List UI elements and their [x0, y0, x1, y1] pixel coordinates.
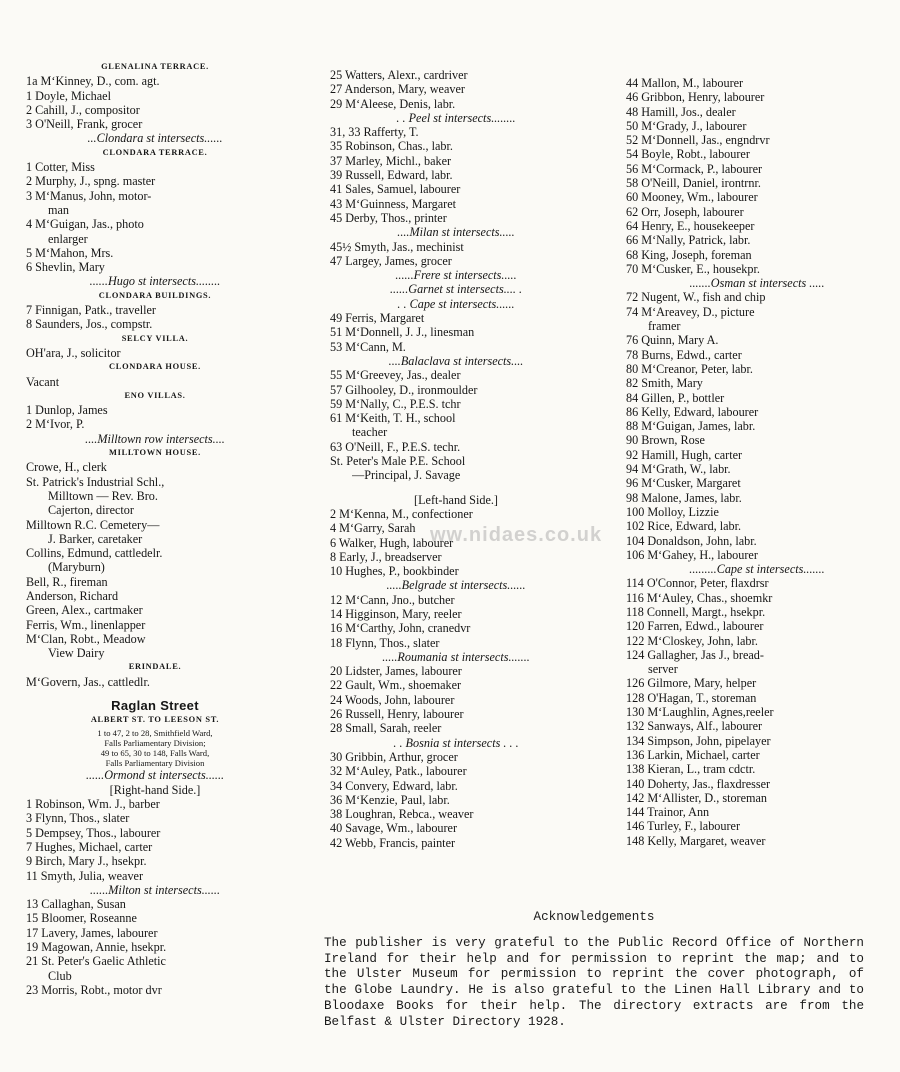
directory-entry: 28 Small, Sarah, reeler: [330, 721, 442, 736]
directory-entry: 5 Dempsey, Thos., labourer: [26, 825, 161, 840]
section-heading: MILLTOWN HOUSE.: [109, 448, 201, 458]
directory-entry: 51 M‘Donnell, J. J., linesman: [330, 325, 475, 340]
directory-entry: 2 Cahill, J., compositor: [26, 102, 140, 117]
directory-entry: 94 M‘Grath, W., labr.: [626, 462, 731, 477]
directory-entry: 6 Shevlin, Mary: [26, 260, 105, 275]
section-heading: ALBERT ST. TO LEESON ST.: [90, 715, 220, 725]
directory-entry: OH'ara, J., solicitor: [26, 345, 121, 360]
directory-entry: 70 M‘Cusker, E., housekpr.: [626, 261, 760, 276]
directory-entry: 57 Gilhooley, D., ironmoulder: [330, 382, 478, 397]
directory-entry: 24 Woods, John, labourer: [330, 692, 455, 707]
directory-entry: Green, Alex., cartmaker: [26, 603, 143, 618]
street-intersection: .....Belgrade st intersects......: [386, 578, 526, 593]
directory-entry: 34 Convery, Edward, labr.: [330, 778, 458, 793]
directory-entry: 116 M‘Auley, Chas., shoemkr: [626, 590, 773, 605]
entry-continuation: server: [648, 662, 678, 677]
directory-entry: 3 O'Neill, Frank, grocer: [26, 117, 143, 132]
directory-column-3: [626, 76, 888, 848]
directory-entry: 48 Hamill, Jos., dealer: [626, 104, 736, 119]
directory-entry: 17 Lavery, James, labourer: [26, 925, 158, 940]
directory-entry: 134 Simpson, John, pipelayer: [626, 733, 771, 748]
directory-entry: 104 Donaldson, John, labr.: [626, 533, 757, 548]
street-intersection: .........Cape st intersects.......: [689, 562, 825, 577]
entry-continuation: teacher: [352, 425, 388, 440]
directory-entry: 16 M‘Carthy, John, cranedvr: [330, 621, 471, 636]
directory-entry: 130 M‘Laughlin, Agnes,reeler: [626, 705, 774, 720]
directory-entry: M‘Clan, Robt., Meadow: [26, 631, 146, 646]
directory-entry: 49 Ferris, Margaret: [330, 311, 425, 326]
directory-entry: 63 O'Neill, F., P.E.S. techr.: [330, 439, 461, 454]
directory-entry: 148 Kelly, Margaret, weaver: [626, 833, 766, 848]
directory-entry: 1 Robinson, Wm. J., barber: [26, 797, 160, 812]
directory-entry: 88 M‘Guigan, James, labr.: [626, 419, 756, 434]
directory-entry: 14 Higginson, Mary, reeler: [330, 606, 462, 621]
directory-entry: 54 Boyle, Robt., labourer: [626, 147, 750, 162]
directory-entry: 39 Russell, Edward, labr.: [330, 168, 453, 183]
directory-entry: 37 Marley, Michl., baker: [330, 153, 452, 168]
entry-continuation: man: [48, 202, 69, 217]
watermark-text: ww.nidaes.co.uk: [430, 524, 603, 546]
directory-entry: Vacant: [26, 374, 60, 389]
section-heading: ENO VILLAS.: [124, 390, 186, 400]
street-intersection: . . Cape st intersects......: [397, 296, 515, 311]
street-intersection: . . Bosnia st intersects . . .: [393, 735, 519, 750]
directory-entry: 11 Smyth, Julia, weaver: [26, 868, 144, 883]
section-heading: CLONDARA TERRACE.: [102, 147, 208, 157]
directory-entry: Milltown R.C. Cemetery—: [26, 517, 160, 532]
directory-entry: 47 Largey, James, grocer: [330, 253, 452, 268]
directory-entry: 41 Sales, Samuel, labourer: [330, 182, 461, 197]
ward-info: Falls Parliamentary Division;: [104, 737, 206, 748]
entry-continuation: enlarger: [48, 231, 88, 246]
directory-entry: 10 Hughes, P., bookbinder: [330, 564, 459, 579]
directory-entry: 21 St. Peter's Gaelic Athletic: [26, 954, 166, 969]
directory-entry: St. Peter's Male P.E. School: [330, 454, 466, 469]
acknowledgements-body: The publisher is very grateful to the Public Record Office of Northern Ireland for their help and for permission to reprint the map; and to the Ulster Museum for permission to reprint the cover photograph, of the Globe Laundry. He is also grateful to the Linen Hall Library and to Bloodaxe Books for their help. The directory extracts are from the Belfast & Ulster Directory 1928.: [324, 935, 864, 1029]
directory-entry: 13 Callaghan, Susan: [26, 897, 126, 912]
directory-entry: 6 Walker, Hugh, labourer: [330, 535, 454, 550]
ward-info: 1 to 47, 2 to 28, Smithfield Ward,: [97, 727, 213, 738]
directory-entry: 140 Doherty, Jas., flaxdresser: [626, 776, 771, 791]
directory-entry: 45 Derby, Thos., printer: [330, 210, 447, 225]
directory-entry: 3 M‘Manus, John, motor-: [26, 188, 152, 203]
directory-entry: 9 Birch, Mary J., hsekpr.: [26, 854, 147, 869]
directory-entry: 142 M‘Allister, D., storeman: [626, 790, 768, 805]
directory-entry: 36 M‘Kenzie, Paul, labr.: [330, 792, 450, 807]
directory-entry: Anderson, Richard: [26, 588, 119, 603]
directory-entry: 100 Molloy, Lizzie: [626, 504, 719, 519]
street-intersection: .......Osman st intersects .....: [689, 276, 825, 291]
directory-entry: 25 Watters, Alexr., cardriver: [330, 68, 468, 82]
directory-entry: 31, 33 Rafferty, T.: [330, 125, 419, 140]
directory-entry: 136 Larkin, Michael, carter: [626, 747, 760, 762]
directory-entry: 61 M‘Keith, T. H., school: [330, 411, 456, 426]
street-intersection: ......Frere st intersects.....: [395, 268, 517, 283]
directory-entry: 60 Mooney, Wm., labourer: [626, 190, 758, 205]
directory-entry: Crowe, H., clerk: [26, 460, 107, 475]
directory-entry: 106 M‘Gahey, H., labourer: [626, 547, 758, 562]
ward-info: 49 to 65, 30 to 148, Falls Ward,: [100, 748, 210, 759]
directory-entry: 20 Lidster, James, labourer: [330, 664, 462, 679]
directory-entry: 76 Quinn, Mary A.: [626, 333, 719, 348]
directory-entry: 15 Bloomer, Roseanne: [26, 911, 137, 926]
directory-entry: 32 M‘Auley, Patk., labourer: [330, 764, 467, 779]
directory-entry: 62 Orr, Joseph, labourer: [626, 204, 744, 219]
side-heading: [Right-hand Side.]: [109, 782, 201, 797]
directory-entry: 7 Finnigan, Patk., traveller: [26, 303, 156, 318]
street-title: Raglan Street: [111, 699, 199, 714]
directory-entry: 114 O'Connor, Peter, flaxdrsr: [626, 576, 769, 591]
directory-entry: M‘Govern, Jas., cattledlr.: [26, 674, 150, 689]
directory-entry: 98 Malone, James, labr.: [626, 490, 742, 505]
directory-entry: 120 Farren, Edwd., labourer: [626, 619, 764, 634]
acknowledgements-title: Acknowledgements: [533, 910, 655, 924]
directory-entry: 46 Gribbon, Henry, labourer: [626, 90, 765, 105]
directory-entry: Collins, Edmund, cattledelr.: [26, 546, 163, 561]
directory-entry: 56 M‘Cormack, P., labourer: [626, 161, 763, 176]
directory-entry: 38 Loughran, Rebca., weaver: [330, 807, 474, 822]
side-heading: [Left-hand Side.]: [414, 492, 498, 507]
directory-entry: 1 Dunlop, James: [26, 403, 108, 418]
street-intersection: ....Milan st intersects.....: [397, 225, 515, 240]
street-intersection: ...Clondara st intersects......: [87, 131, 223, 146]
section-heading: CLONDARA HOUSE.: [109, 362, 201, 372]
directory-entry: St. Patrick's Industrial Schl.,: [26, 474, 165, 489]
entry-continuation: framer: [648, 319, 681, 334]
acknowledgements-section: [324, 910, 864, 1031]
entry-continuation: Cajerton, director: [48, 503, 134, 518]
directory-column-2: [330, 68, 582, 850]
directory-entry: 7 Hughes, Michael, carter: [26, 839, 153, 854]
directory-entry: 53 M‘Cann, M.: [330, 339, 406, 354]
street-intersection: .....Roumania st intersects.......: [382, 649, 530, 664]
directory-entry: 22 Gault, Wm., shoemaker: [330, 678, 462, 693]
directory-entry: 126 Gilmore, Mary, helper: [626, 676, 757, 691]
directory-entry: 132 Sanways, Alf., labourer: [626, 719, 763, 734]
directory-entry: 92 Hamill, Hugh, carter: [626, 447, 743, 462]
directory-entry: 1 Doyle, Michael: [26, 88, 111, 103]
directory-entry: 122 M‘Closkey, John, labr.: [626, 633, 758, 648]
section-heading: SELCY VILLA.: [121, 333, 189, 343]
directory-entry: 27 Anderson, Mary, weaver: [330, 82, 465, 97]
directory-entry: 35 Robinson, Chas., labr.: [330, 139, 453, 154]
street-intersection: . . Peel st intersects........: [396, 110, 516, 125]
directory-entry: 86 Kelly, Edward, labourer: [626, 404, 759, 419]
directory-entry: 1a M‘Kinney, D., com. agt.: [26, 74, 160, 89]
directory-entry: 1 Cotter, Miss: [26, 160, 95, 175]
street-intersection: ......Ormond st intersects......: [85, 768, 225, 783]
directory-entry: 96 M‘Cusker, Margaret: [626, 476, 741, 491]
directory-entry: 18 Flynn, Thos., slater: [330, 635, 440, 650]
directory-entry: 58 O'Neill, Daniel, irontrnr.: [626, 176, 761, 191]
directory-entry: 26 Russell, Henry, labourer: [330, 707, 464, 722]
street-intersection: ......Garnet st intersects.... .: [389, 282, 523, 297]
directory-entry: 74 M‘Areavey, D., picture: [626, 304, 755, 319]
directory-entry: 50 M‘Grady, J., labourer: [626, 118, 747, 133]
directory-entry: 72 Nugent, W., fish and chip: [626, 290, 766, 305]
directory-entry: 30 Gribbin, Arthur, grocer: [330, 749, 458, 764]
directory-entry: 12 M‘Cann, Jno., butcher: [330, 592, 455, 607]
section-heading: CLONDARA BUILDINGS.: [98, 290, 212, 300]
directory-entry: 102 Rice, Edward, labr.: [626, 519, 742, 534]
directory-entry: 8 Early, J., breadserver: [330, 549, 442, 564]
directory-entry: 82 Smith, Mary: [626, 376, 703, 391]
directory-entry: 68 King, Joseph, foreman: [626, 247, 752, 262]
directory-entry: 118 Connell, Margt., hsekpr.: [626, 604, 766, 619]
directory-entry: 4 M‘Guigan, Jas., photo: [26, 217, 144, 232]
spacer: [330, 483, 582, 493]
directory-entry: 2 M‘Ivor, P.: [26, 417, 85, 432]
directory-entry: Ferris, Wm., linenlapper: [26, 617, 146, 632]
directory-entry: 52 M‘Donnell, Jas., engndrvr: [626, 133, 770, 148]
directory-entry: 45½ Smyth, Jas., mechinist: [330, 239, 464, 254]
directory-entry: 4 M‘Garry, Sarah: [330, 521, 416, 536]
section-heading: GLENALINA TERRACE.: [101, 62, 209, 71]
entry-continuation: —Principal, J. Savage: [352, 468, 461, 483]
entry-continuation: (Maryburn): [48, 560, 105, 575]
directory-entry: 23 Morris, Robt., motor dvr: [26, 982, 162, 997]
directory-entry: 138 Kieran, L., tram cdctr.: [626, 762, 756, 777]
street-intersection: ....Milltown row intersects....: [85, 431, 225, 446]
directory-entry: 19 Magowan, Annie, hsekpr.: [26, 940, 167, 955]
directory-column-1: [26, 60, 284, 997]
directory-entry: 8 Saunders, Jos., compstr.: [26, 317, 153, 332]
directory-entry: 128 O'Hagan, T., storeman: [626, 690, 757, 705]
entry-continuation: View Dairy: [48, 646, 105, 661]
street-intersection: ......Milton st intersects......: [90, 882, 220, 897]
ward-info: Falls Parliamentary Division: [105, 758, 205, 769]
directory-entry: 90 Brown, Rose: [626, 433, 705, 448]
directory-entry: 144 Trainor, Ann: [626, 805, 710, 820]
directory-entry: 5 M‘Mahon, Mrs.: [26, 245, 114, 260]
directory-entry: 2 M‘Kenna, M., confectioner: [330, 506, 473, 521]
directory-entry: 124 Gallagher, Jas J., bread-: [626, 647, 764, 662]
directory-entry: 3 Flynn, Thos., slater: [26, 811, 130, 826]
directory-entry: 64 Henry, E., housekeeper: [626, 218, 755, 233]
directory-entry: 84 Gillen, P., bottler: [626, 390, 725, 405]
directory-entry: 78 Burns, Edwd., carter: [626, 347, 742, 362]
directory-entry: 2 Murphy, J., spng. master: [26, 174, 156, 189]
directory-entry: 80 M‘Creanor, Peter, labr.: [626, 361, 753, 376]
directory-entry: 29 M‘Aleese, Denis, labr.: [330, 96, 456, 111]
directory-entry: 43 M‘Guinness, Margaret: [330, 196, 457, 211]
street-intersection: ......Hugo st intersects........: [89, 274, 221, 289]
directory-entry: Bell, R., fireman: [26, 574, 108, 589]
entry-continuation: Milltown — Rev. Bro.: [48, 488, 158, 503]
directory-entry: 40 Savage, Wm., labourer: [330, 821, 458, 836]
directory-entry: 66 M‘Nally, Patrick, labr.: [626, 233, 751, 248]
directory-entry: 59 M‘Nally, C., P.E.S. tchr: [330, 396, 461, 411]
directory-entry: 55 M‘Greevey, Jas., dealer: [330, 368, 461, 383]
entry-continuation: J. Barker, caretaker: [48, 531, 143, 546]
entry-continuation: Club: [48, 968, 72, 983]
directory-entry: 44 Mallon, M., labourer: [626, 76, 744, 90]
directory-entry: 146 Turley, F., labourer: [626, 819, 741, 834]
directory-entry: 42 Webb, Francis, painter: [330, 835, 456, 850]
street-intersection: ....Balaclava st intersects....: [388, 353, 524, 368]
section-heading: ERINDALE.: [128, 662, 182, 672]
